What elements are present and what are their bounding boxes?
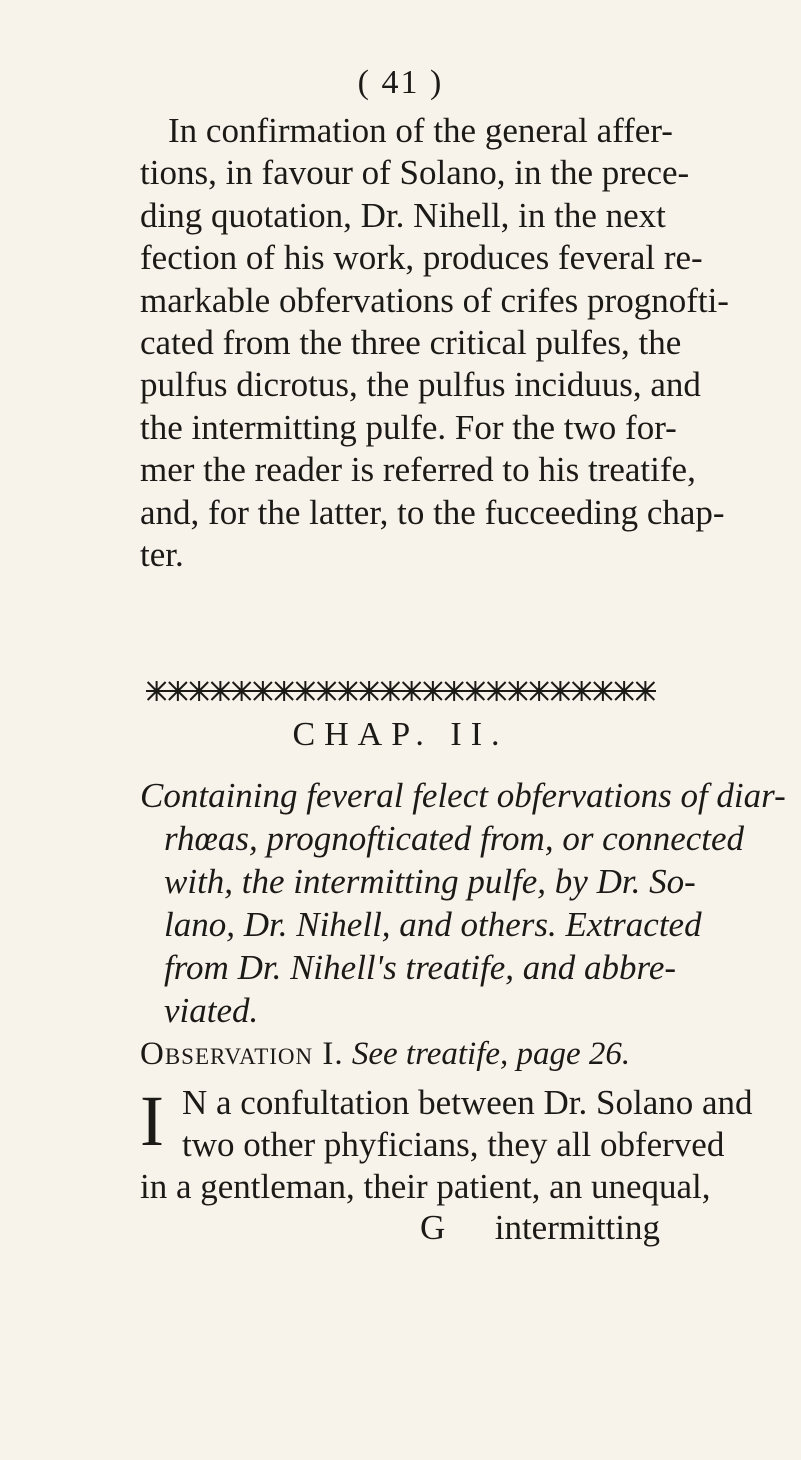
ornament-glyph	[528, 681, 550, 701]
text-line: and, for the latter, to the fucceeding chap-	[140, 492, 725, 532]
drop-cap: I	[140, 1081, 164, 1161]
ornament-glyph	[464, 681, 486, 701]
text-line: N a confultation between Dr. Solano and	[182, 1083, 753, 1122]
text-line: Containing feveral felect obfervations of diar-	[140, 776, 786, 815]
text-line: ter.	[140, 535, 184, 575]
ornament-glyph	[549, 681, 571, 701]
ornament-glyph	[507, 681, 529, 701]
ornament-glyph	[571, 681, 593, 701]
paragraph-confirmation	[140, 110, 729, 576]
ornament-glyph	[231, 681, 253, 701]
text-line: pulfus dicrotus, the pulfus inciduus, and	[140, 365, 701, 405]
ornament-glyph	[294, 681, 316, 701]
ornament-glyph	[316, 681, 338, 701]
text-line: tions, in favour of Solano, in the prece-	[140, 153, 690, 193]
observation-reference: See treatife, page 26.	[351, 1036, 631, 1072]
observation-label: Observation I.	[140, 1036, 344, 1072]
observation-heading	[140, 1036, 660, 1073]
ornament-glyph	[252, 681, 274, 701]
text-line: fection of his work, produces feveral re-	[140, 238, 703, 278]
text-line: ding quotation, Dr. Nihell, in the next	[140, 195, 666, 235]
text-line: cated from the three critical pulfes, the	[140, 323, 682, 363]
text-line: rhœas, prognofticated from, or connected	[164, 819, 745, 858]
ornament-glyph	[422, 681, 444, 701]
paragraph-consultation	[140, 1082, 753, 1208]
ornament-glyph	[634, 681, 656, 701]
ornament-glyph	[443, 681, 465, 701]
text-line: the intermitting pulfe. For the two for-	[140, 407, 677, 447]
chapter-heading: CHAP. II.	[292, 716, 509, 753]
text-line: lano, Dr. Nihell, and others. Extracted	[164, 905, 702, 944]
ornament-glyph	[167, 681, 189, 701]
ornament-glyph	[401, 681, 423, 701]
ornament-glyph	[592, 681, 614, 701]
ornament-glyph	[146, 681, 168, 701]
text-line: viated.	[164, 991, 259, 1030]
catchword: intermitting	[494, 1208, 660, 1247]
text-line: from Dr. Nihell's treatife, and abbre-	[164, 948, 677, 987]
text-line: markable obfervations of crifes prognofti-	[140, 280, 729, 320]
text-line: mer the reader is referred to his treatife,	[140, 450, 696, 490]
ornament-glyph	[188, 681, 210, 701]
text-line: two other phyficians, they all obferved	[182, 1125, 725, 1164]
ornament-glyph	[613, 681, 635, 701]
ornament-glyph	[273, 681, 295, 701]
printers-ornament-rule	[146, 678, 656, 704]
ornament-glyph	[209, 681, 231, 701]
text-line: In confirmation of the general affer-	[168, 111, 673, 150]
ornament-glyph	[337, 681, 359, 701]
page-number: ( 41 )	[357, 64, 444, 101]
text-line: in a gentleman, their patient, an unequal,	[140, 1167, 711, 1206]
ornament-glyph	[358, 681, 380, 701]
text-line: with, the intermitting pulfe, by Dr. So-	[164, 862, 696, 901]
ornament-glyph	[379, 681, 401, 701]
ornament-glyph	[486, 681, 508, 701]
signature-mark: G	[420, 1208, 446, 1247]
chapter-summary	[140, 774, 786, 1032]
